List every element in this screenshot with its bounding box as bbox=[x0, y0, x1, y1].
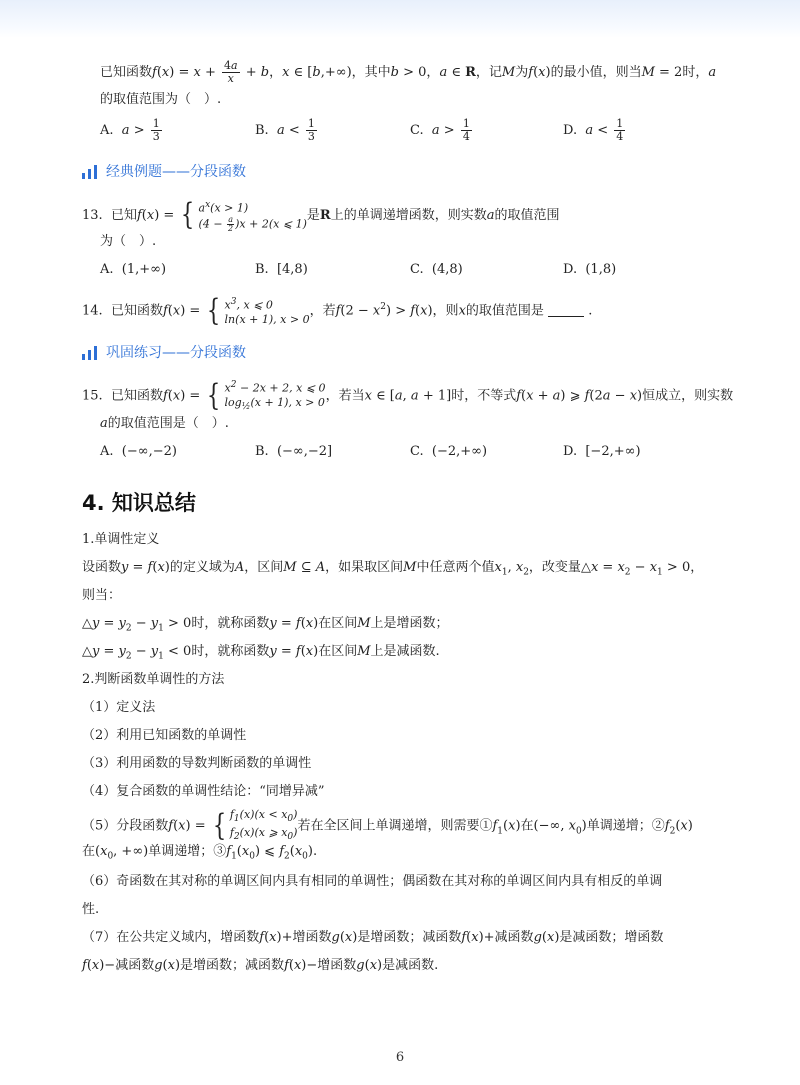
bar-chart-icon bbox=[82, 346, 98, 360]
page-number: 6 bbox=[395, 1050, 405, 1065]
summary-method-2: （2）利用已知函数的单调性 bbox=[82, 728, 247, 743]
summary-method-3: （3）利用函数的导数判断函数的单调性 bbox=[82, 756, 312, 771]
q14-answer-blank[interactable] bbox=[548, 304, 584, 317]
q-prev-option-a[interactable]: A. a > $\frac{1}{3}$ bbox=[100, 117, 160, 143]
summary-s1-def-line2: 则当： bbox=[82, 588, 122, 603]
summary-method-5-line2: 在($x_0$, +∞)单调递增；$③f_1(x_0)$ ⩽ $f_2(x_0)$. bbox=[82, 844, 318, 862]
summary-method-5-line1: （5）分段函数f(x) = { $f_1(x)(x < x_0)$ $f_2(x)(x$ ⩾ $x_0$) 若在全区间上单调递增，则需要$①f_1(x)$在(−∞, $x_0$)单调递增；$②f_2(x)$ bbox=[82, 808, 693, 844]
q13-option-b[interactable]: B. [4,8) bbox=[255, 262, 308, 277]
q13-option-d[interactable]: D. (1,8) bbox=[563, 262, 617, 277]
summary-heading: 4. 知识总结 bbox=[82, 491, 196, 515]
summary-method-4: （4）复合函数的单调性结论：“同增异减” bbox=[82, 784, 325, 799]
summary-s2-title: 2.判断函数单调性的方法 bbox=[82, 672, 225, 687]
q15-option-c[interactable]: C. (−2,+∞) bbox=[410, 444, 488, 459]
summary-method-7-line1: （7）在公共定义域内，增函数f(x)+增函数g(x)是增函数；减函数f(x)+减函数g(x)是减函数；增函数 bbox=[82, 930, 664, 945]
summary-s1-decreasing: △y = $y_2 - y_1 < 0$时，就称函数y = f(x)在区间M上是减函数. bbox=[82, 644, 440, 662]
q13-stem-line1: 13. 已知f(x) = { $a^x(x > 1)$ (4 − $\frac{a}{2}$ )x + 2(x ⩽ 1) 是R上的单调递增函数，则实数a的取值范围 bbox=[82, 197, 560, 233]
q13-option-c[interactable]: C. (4,8) bbox=[410, 262, 463, 277]
q15-stem-line1: 15. 已知函数f(x) = { $x^2 - 2x + 2$, x ⩽ 0 $\log_{\frac{1}{2}}(x + 1)$, x > 0 ，若当x ∈ [a, a + 1]时，不等式f(x + a) ⩾ f(2a − x)恒成立，则实数 bbox=[82, 377, 734, 413]
summary-method-7-line2: f(x)−减函数g(x)是增函数；减函数f(x)−增函数g(x)是减函数. bbox=[82, 958, 439, 973]
q-prev-stem-line1: 已知函数f(x) = x + $\frac{4a}{x}$ + b，x ∈ [b,+∞)，其中b > 0，a ∈ R，记M为f(x)的最小值，则当M = 2时，a bbox=[100, 59, 717, 85]
q14-stem: 14. 已知函数f(x) = { $x^3$, x ⩽ 0 ln(x + 1), x > 0 ，若$f(2 - x^2) > f(x)$，则x的取值范围是 . bbox=[82, 292, 593, 328]
q15-option-d[interactable]: D. [−2,+∞) bbox=[563, 444, 641, 459]
q-prev-stem-line2: 的取值范围为（ ）. bbox=[100, 92, 222, 107]
q15-stem-line2: a的取值范围是（ ）. bbox=[100, 416, 229, 431]
q-prev-option-d[interactable]: D. a < $\frac{1}{4}$ bbox=[563, 117, 624, 143]
summary-s1-def-line1: 设函数y = f(x)的定义域为A，区间M ⊆ A，如果取区间M中任意两个值$x_1$, $x_2$，改变量△x = $x_2 - x_1 > 0$， bbox=[82, 560, 704, 578]
q13-stem-line2: 为（ ）. bbox=[100, 234, 157, 249]
summary-s1-title: 1.单调性定义 bbox=[82, 532, 160, 547]
section-header-classic-examples: 经典例题——分段函数 bbox=[82, 162, 246, 182]
q15-option-a[interactable]: A. (−∞,−2) bbox=[100, 444, 177, 459]
bar-chart-icon bbox=[82, 165, 98, 179]
summary-method-6-line2: 性. bbox=[82, 902, 100, 917]
q13-option-a[interactable]: A. (1,+∞) bbox=[100, 262, 167, 277]
q15-option-b[interactable]: B. (−∞,−2] bbox=[255, 444, 333, 459]
q-prev-option-b[interactable]: B. a < $\frac{1}{3}$ bbox=[255, 117, 315, 143]
page-header-band bbox=[0, 0, 800, 38]
summary-method-1: （1）定义法 bbox=[82, 700, 156, 715]
summary-method-6-line1: （6）奇函数在其对称的单调区间内具有相同的单调性；偶函数在其对称的单调区间内具有相反的单调 bbox=[82, 874, 663, 889]
section-header-practice: 巩固练习——分段函数 bbox=[82, 343, 246, 363]
q-prev-option-c[interactable]: C. a > $\frac{1}{4}$ bbox=[410, 117, 470, 143]
summary-s1-increasing: △y = $y_2 - y_1 > 0$时，就称函数y = f(x)在区间M上是增函数； bbox=[82, 616, 449, 634]
